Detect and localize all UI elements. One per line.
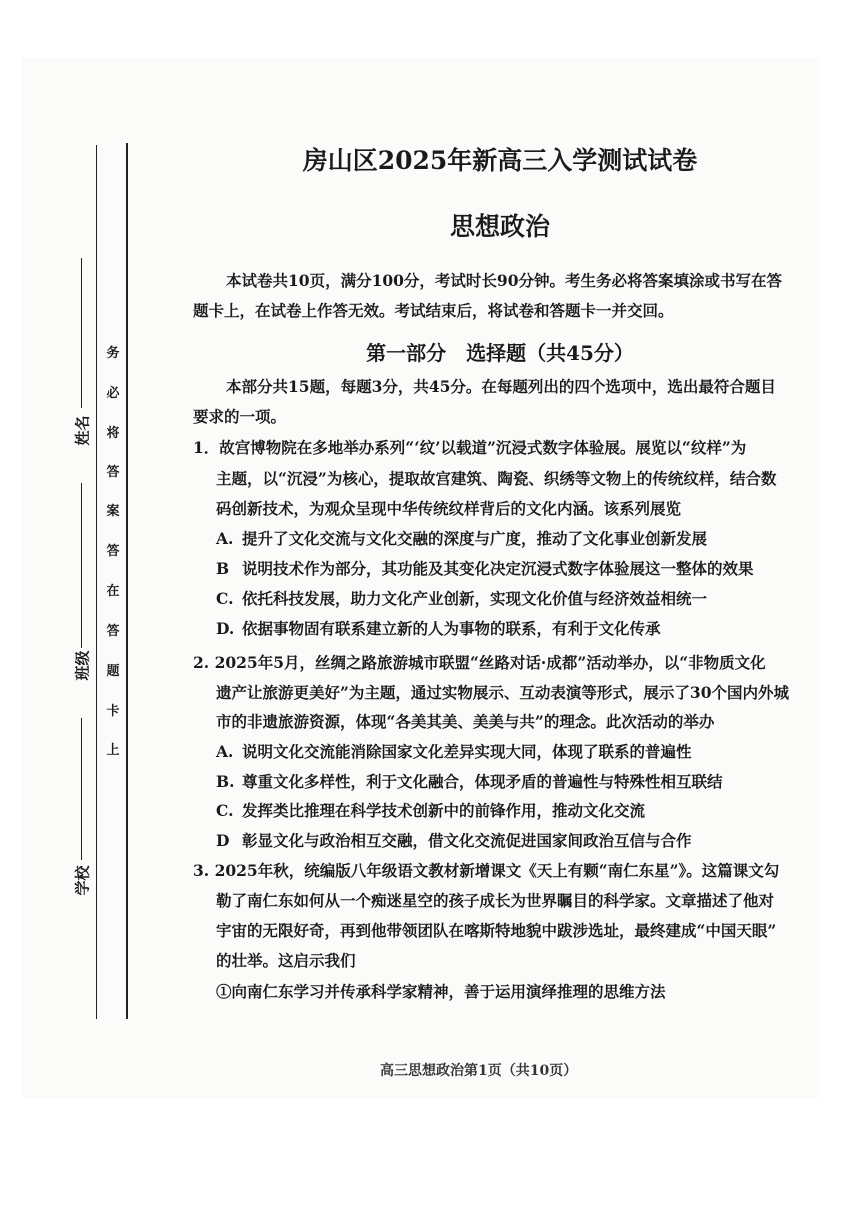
binding-instruction-char: 题	[106, 664, 120, 679]
q1-option-d	[216, 621, 661, 637]
q1-option-b	[216, 561, 754, 577]
q2-option-c	[216, 803, 645, 819]
section-intro-line-1: 本部分共15题，每题3分，共45分。在每题列出的四个选项中，选出最符合题目	[226, 377, 776, 396]
option-text: 依托科技发展，助力文化产业创新，实现文化价值与经济效益相统一	[242, 589, 708, 608]
exam-subject: 思想政治	[449, 212, 550, 241]
name-fill-line	[81, 258, 82, 408]
q2-option-d	[216, 833, 692, 849]
section-intro-line-2: 要求的一项。	[193, 407, 287, 426]
exam-title: 房山区2025年新高三入学测试试卷	[302, 146, 698, 175]
binding-instruction-char: 在	[106, 584, 120, 599]
option-text: 彰显文化与政治相互交融，借文化交流促进国家间政治互信与合作	[242, 831, 692, 850]
binding-instruction-char: 将	[106, 426, 120, 441]
school-fill-line	[81, 718, 82, 860]
q2-stem-line-1: 2. 2025年5月，丝绸之路旅游城市联盟“丝路对话·成都”活动举办，以“非物质文化	[193, 653, 766, 672]
option-letter: A.	[216, 529, 234, 548]
option-letter: A.	[216, 742, 234, 761]
section-title: 第一部分 选择题（共45分）	[366, 341, 634, 365]
option-text: 提升了文化交流与文化交融的深度与广度，推动了文化事业创新发展	[242, 529, 708, 548]
option-letter: C.	[216, 589, 234, 608]
q3-stem-line-1: 3. 2025年秋，统编版八年级语文教材新增课文《天上有颗“南仁东星”》。这篇课文勾	[193, 861, 780, 880]
q1-stem-line-1: 1．故宫博物院在多地举办系列“‘纹’以载道”沉浸式数字体验展。展览以“纹样”为	[193, 438, 747, 457]
class-field-label: 班级	[73, 650, 92, 681]
binding-instruction-char: 答	[106, 624, 120, 639]
q2-option-a	[216, 744, 692, 760]
q2-option-b	[216, 774, 723, 790]
q2-stem-line-3: 市的非遗旅游资源，体现“各美其美、美美与共”的理念。此次活动的举办	[216, 712, 715, 731]
q3-stem-line-2: 勒了南仁东如何从一个痴迷星空的孩子成长为世界瞩目的科学家。文章描述了他对	[216, 891, 775, 910]
q3-stem-line-4: 的壮举。这启示我们	[216, 951, 356, 970]
binding-instruction-char: 必	[106, 386, 120, 401]
binding-instruction-char: 卡	[106, 704, 120, 719]
option-text: 依据事物固有联系建立新的人为事物的联系，有利于文化传承	[242, 619, 661, 638]
option-text: 发挥类比推理在科学技术创新中的前锋作用，推动文化交流	[242, 801, 646, 820]
q1-option-a	[216, 531, 707, 547]
margin-line-outer	[96, 145, 97, 1019]
option-letter: D.	[216, 619, 235, 638]
q3-stem-line-3: 宇宙的无限好奇，再到他带领团队在喀斯特地貌中跋涉选址，最终建成“中国天眼”	[216, 921, 777, 940]
q1-stem-line-2: 主题，以“沉浸”为核心，提取故宫建筑、陶瓷、织绣等文物上的传统纹样，结合数	[216, 469, 777, 488]
option-text: 尊重文化多样性，利于文化融合，体现矛盾的普遍性与特殊性相互联结	[242, 772, 723, 791]
binding-instruction-char: 务	[106, 346, 120, 361]
option-text: 说明文化交流能消除国家文化差异实现大同，体现了联系的普遍性	[242, 742, 692, 761]
name-field-label: 姓名	[73, 415, 92, 446]
binding-instruction-char: 答	[106, 544, 120, 559]
q1-option-c	[216, 591, 707, 607]
q1-stem-line-3: 码创新技术，为观众呈现中华传统纹样背后的文化内涵。该系列展览	[216, 499, 682, 518]
instructions-line-1: 本试卷共10页，满分100分，考试时长90分钟。考生务必将答案填涂或书写在答	[226, 271, 782, 290]
option-letter: D	[216, 831, 230, 850]
option-letter: B	[216, 559, 230, 578]
binding-instruction-char: 案	[106, 504, 120, 519]
option-text: 说明技术作为部分，其功能及其变化决定沉浸式数字体验展这一整体的效果	[242, 559, 754, 578]
instructions-line-2: 题卡上，在试卷上作答无效。考试结束后，将试卷和答题卡一并交回。	[193, 301, 674, 320]
binding-instruction-char: 答	[106, 465, 120, 480]
binding-instruction-char: 上	[106, 743, 120, 758]
q3-item-1: ①向南仁东学习并传承科学家精神，善于运用演绎推理的思维方法	[216, 982, 666, 1001]
option-letter: C.	[216, 801, 234, 820]
q2-stem-line-2: 遗产让旅游更美好”为主题，通过实物展示、互动表演等形式，展示了30个国内外城	[216, 683, 789, 702]
page-footer	[380, 1060, 577, 1068]
option-letter: B.	[216, 772, 235, 791]
class-fill-line	[81, 483, 82, 648]
margin-line-inner	[126, 143, 128, 1019]
school-field-label: 学校	[73, 865, 92, 896]
